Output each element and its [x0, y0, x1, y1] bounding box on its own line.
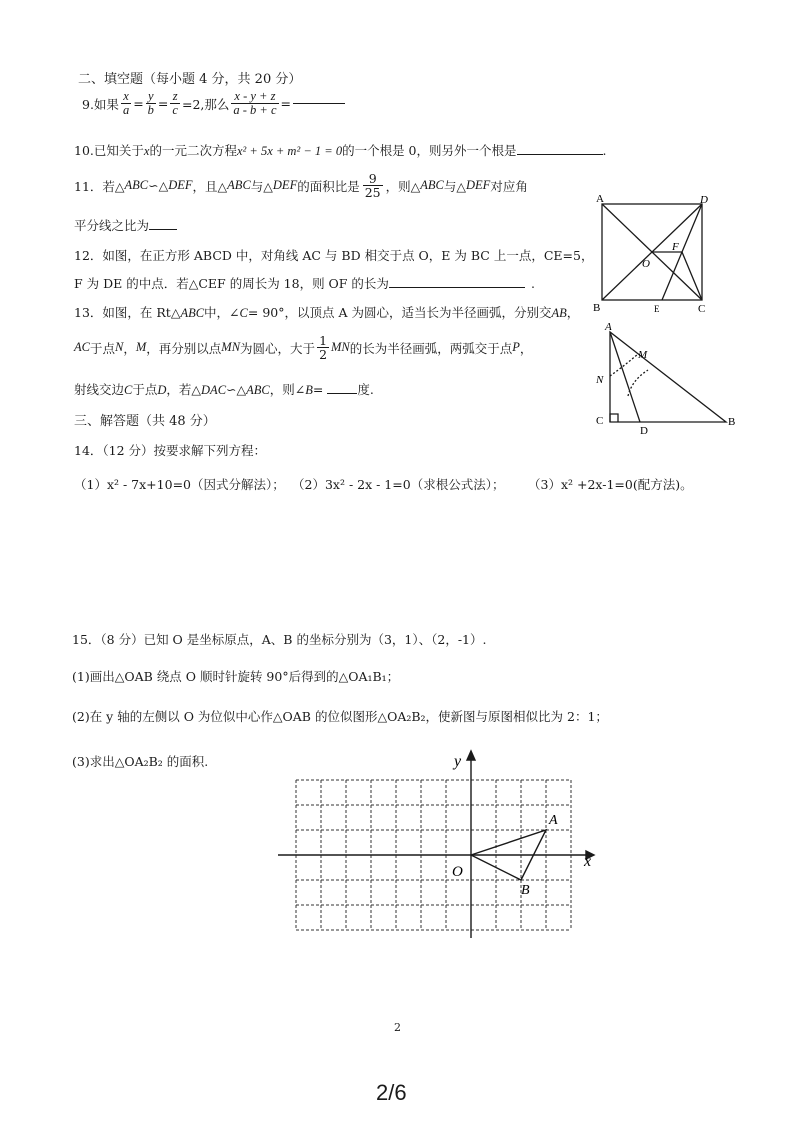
q14-part-3: （3）x² +2x-1=0(配方法)。: [528, 477, 693, 492]
q15-part-1: (1)画出△OAB 绕点 O 顺时针旋转 90°后得到的△OA₁B₁；: [72, 669, 400, 684]
q9-fraction-y-b: $\frac{y}{b}$: [147, 89, 154, 118]
q13-b: B: [305, 383, 313, 397]
q12-line-2-text: F 为 DE 的中点．若△CEF 的周长为 18，则 OF 的长为: [74, 276, 389, 291]
q13-t11: 于点: [132, 382, 158, 397]
q15-head: 15．（8 分）已知 O 是坐标原点，A、B 的坐标分别为（3，1）、（2，-1）.: [72, 632, 487, 647]
q13-n: N: [115, 340, 124, 355]
q11-sim: ∽△: [148, 178, 169, 194]
q9-prefix: 9.如果: [82, 96, 119, 112]
label-b: B: [728, 416, 736, 428]
q10-var: x: [143, 144, 150, 158]
label-m: M: [638, 349, 648, 361]
q11-text-7: 对应角: [490, 178, 528, 194]
q13-abc-2: ABC: [246, 383, 270, 397]
label-o: O: [642, 258, 650, 270]
q10-text-2: 的一元二次方程: [149, 143, 237, 158]
label-c: C: [596, 415, 604, 427]
q13-t4: 于点: [89, 340, 115, 356]
figure-coordinate-grid: [272, 748, 602, 948]
question-10: [74, 141, 607, 159]
section-title-fill-in: 二、填空题（每小题 4 分，共 20 分）: [78, 72, 302, 87]
q13-ac: AC: [74, 340, 90, 355]
q11-fraction: $\frac{9}{25}$: [364, 171, 381, 201]
label-b: B: [521, 883, 530, 898]
q14-part-1: （1）x² - 7x+10=0（因式分解法）；: [74, 477, 285, 492]
y-axis-arrow: [467, 751, 475, 760]
q13-mn-2: MN: [331, 340, 350, 355]
q13-t14: ，则∠: [269, 382, 306, 397]
question-9: 9.如果 $\frac{x}{a}$ = $\frac{y}{b}$ = $\frac{z}{c}$ =2,那么 $\frac{x - y + z}{a - b + c}$ =: [82, 90, 345, 117]
triangle-outline: [610, 332, 726, 422]
q11-text-4: 的面积比是: [297, 178, 360, 194]
q13-t6: ，再分别以点: [146, 340, 222, 356]
page-indicator: 2/6: [376, 1080, 407, 1105]
figure-right-triangle: [588, 318, 738, 440]
q10-text-1: 10.已知关于: [74, 143, 144, 158]
q12-line-2: [74, 274, 535, 292]
segment-fc: [682, 252, 702, 300]
q11-text-6: 与△: [443, 178, 466, 194]
q11-def: DEF: [168, 178, 193, 193]
q13-t13: ∽△: [226, 382, 247, 397]
label-e: E: [654, 304, 660, 314]
q13-t8: 的长为半径画弧，两弧交于点: [349, 340, 513, 356]
q13-m: M: [135, 340, 147, 355]
q9-fraction-expr: $\frac{x - y + z}{a - b + c}$: [233, 89, 277, 118]
q10-answer-blank: [517, 154, 603, 155]
q11-def-2: DEF: [272, 178, 298, 193]
label-a: A: [605, 321, 612, 333]
figure-square-abcd: [590, 190, 714, 316]
label-x: x: [584, 853, 592, 870]
q13-dac: DAC: [201, 383, 227, 397]
q13-c: C: [239, 306, 248, 320]
label-d: D: [640, 425, 648, 437]
q13-t16: 度.: [357, 382, 374, 397]
q13-p: P: [512, 340, 520, 355]
q13-c-2: C: [124, 383, 133, 397]
section-title-solve: 三、解答题（共 48 分）: [74, 414, 216, 429]
q11-line-2-text: 平分线之比为: [74, 218, 150, 233]
q15-part-3: (3)求出△OA₂B₂ 的面积.: [72, 754, 209, 769]
q11-abc: ABC: [124, 178, 149, 193]
q11-text-3: 与△: [250, 178, 273, 194]
q11-line-2: [74, 216, 177, 234]
q12-end: .: [530, 276, 535, 291]
q13-t12: ，若△: [166, 382, 202, 397]
page-number: 2: [394, 1021, 401, 1034]
q13-t2: 中，∠: [204, 305, 240, 320]
q13-abc: ABC: [180, 306, 205, 320]
q9-equals: =: [280, 96, 292, 112]
q11-text-5: ，则△: [385, 178, 421, 194]
q11-answer-blank: [149, 229, 177, 230]
q13-line-1: 13．如图，在 Rt△ABC中，∠C= 90°，以顶点 A 为圆心，适当长为半径画弧，分别交AB，: [74, 305, 580, 320]
ray-ad: [610, 332, 640, 422]
q13-t9: ，: [519, 340, 533, 356]
q13-half-fraction: $\frac{1}{2}$: [319, 333, 328, 363]
label-f: F: [672, 241, 679, 253]
label-n: N: [596, 374, 604, 386]
label-b: B: [593, 302, 601, 314]
q10-text-3: 的一个根是 0，则另外一个根是: [342, 143, 517, 158]
q13-ab: AB: [551, 306, 567, 320]
q13-t5: ，: [123, 340, 136, 356]
label-a: A: [596, 193, 604, 205]
q9-fraction-z-c: $\frac{z}{c}$: [172, 89, 178, 118]
label-a: A: [549, 813, 558, 828]
right-angle-mark: [610, 414, 618, 422]
q9-fraction-x-a: $\frac{x}{a}$: [122, 89, 130, 118]
q9-eq-value: =2,那么: [181, 96, 230, 112]
label-d: D: [700, 194, 708, 206]
q11-text-2: ，且△: [192, 178, 228, 194]
q11-abc-3: ABC: [420, 178, 444, 193]
q10-equation: x² + 5x + m² − 1 = 0: [236, 144, 343, 158]
q13-mn: MN: [221, 340, 241, 355]
label-c: C: [698, 303, 706, 315]
label-y: y: [454, 753, 462, 770]
q13-t15: =: [312, 382, 328, 397]
q13-t3: = 90°，以顶点 A 为圆心，适当长为半径画弧，分别交: [247, 305, 552, 320]
q13-t10: 射线交边: [74, 382, 125, 397]
q14-part-2: （2）3x² - 2x - 1=0（求根公式法）；: [292, 477, 505, 492]
question-11: [74, 172, 528, 199]
q12-line-1: 12．如图，在正方形 ABCD 中，对角线 AC 与 BD 相交于点 O，E 为 BC 上一点，CE=5，: [74, 248, 594, 263]
q9-answer-blank: [293, 103, 345, 104]
q10-end: .: [602, 143, 607, 158]
q15-part-2: (2)在 y 轴的左侧以 O 为位似中心作△OAB 的位似图形△OA₂B₂，使新图与原图相似比为 2：1；: [72, 709, 608, 724]
q11-text-1: 11．若△: [74, 178, 125, 194]
q11-abc-2: ABC: [227, 178, 251, 193]
q12-answer-blank: [389, 287, 525, 288]
q13-t7: 为圆心，大于: [240, 340, 316, 356]
arc-p: [628, 370, 648, 396]
q13-line-2: [74, 334, 532, 361]
q14-head: 14．（12 分）按要求解下列方程：: [74, 443, 267, 458]
q13-answer-blank: [327, 393, 357, 394]
q13-line-3: [74, 380, 374, 398]
q13-d: D: [157, 383, 167, 397]
q11-def-3: DEF: [466, 178, 491, 193]
q13-t1: 13．如图，在 Rt△: [74, 305, 181, 320]
label-o: O: [452, 864, 463, 880]
